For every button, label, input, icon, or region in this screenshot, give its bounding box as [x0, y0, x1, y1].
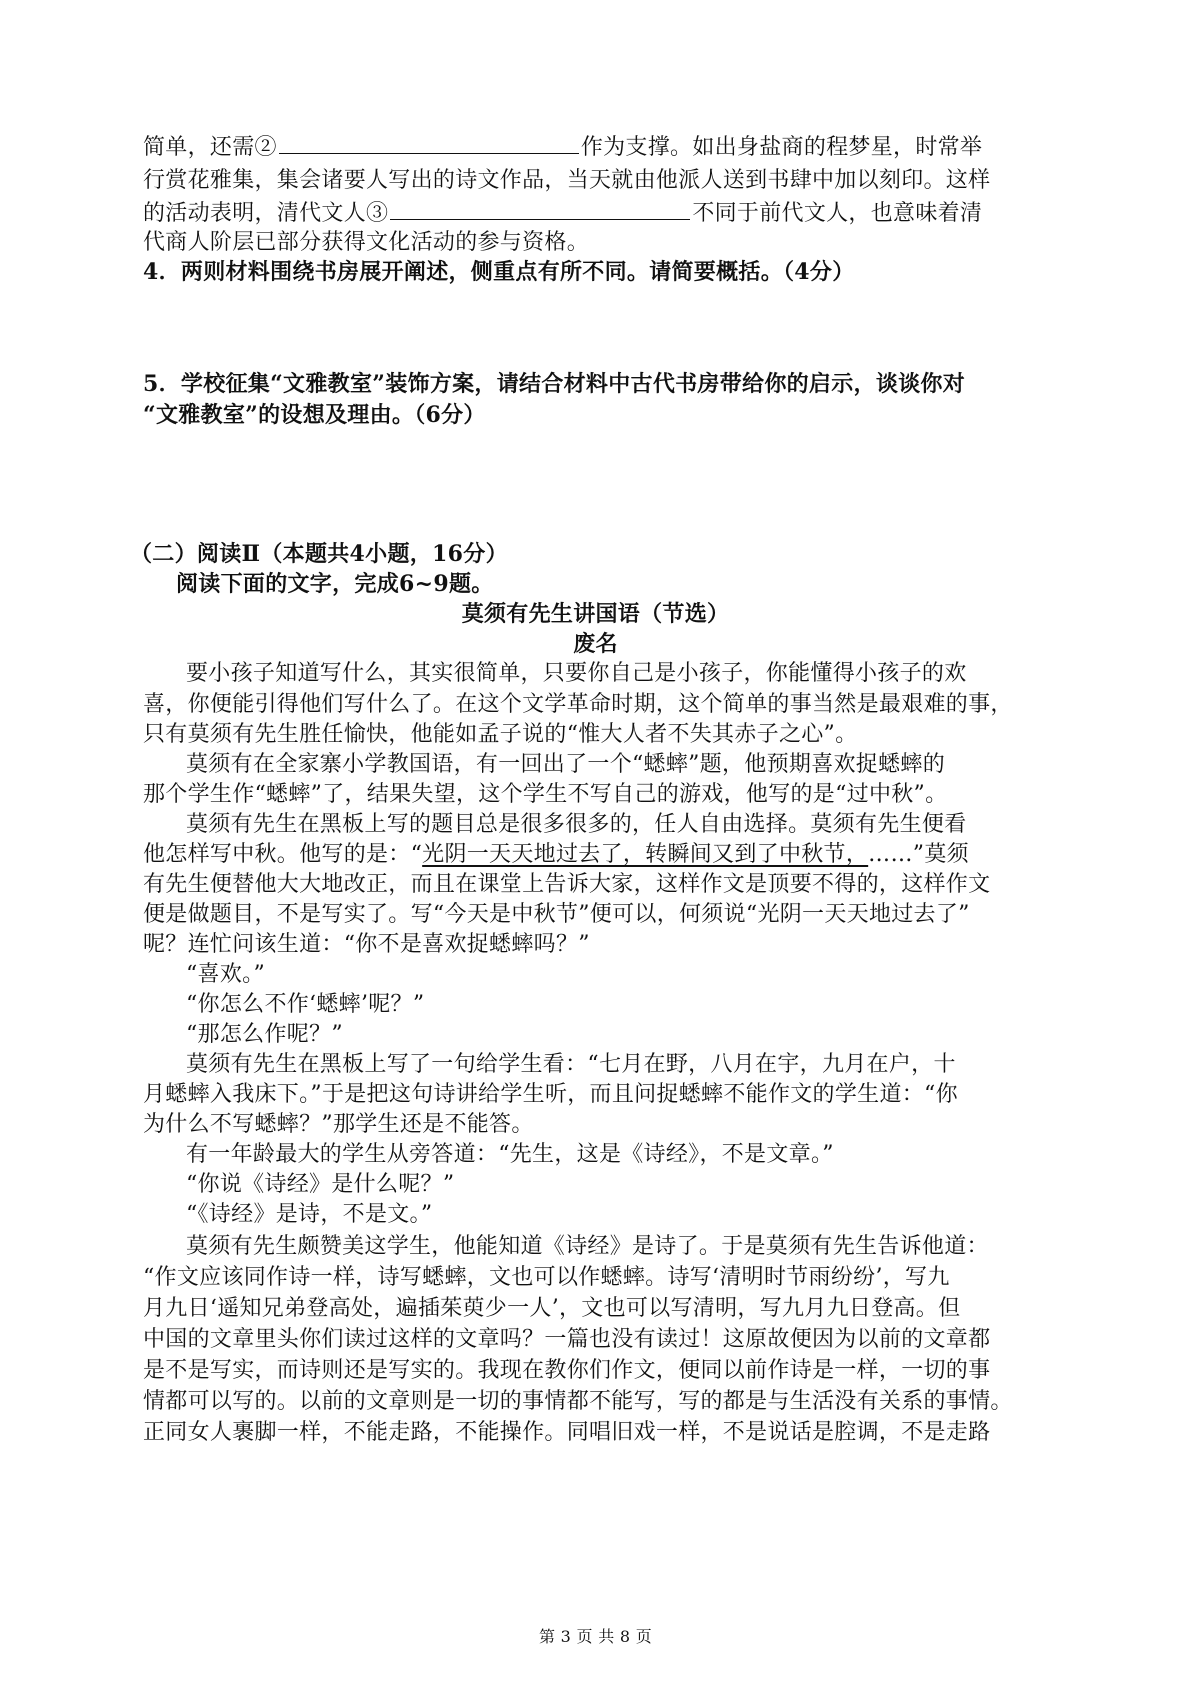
question-5-line-2: “文雅教室”的设想及理由。（6分） — [143, 402, 486, 428]
dialogue-line: “那怎么作呢？” — [186, 1022, 343, 1047]
answer-blank-3[interactable] — [390, 197, 690, 220]
article-line: 呢？连忙问该生道：“你不是喜欢捉蟋蟀吗？” — [143, 932, 590, 957]
question-4: 4．两则材料围绕书房展开阐述，侧重点有所不同。请简要概括。（4分） — [143, 259, 855, 285]
text-segment: 简单，还需② — [143, 135, 277, 160]
article-line: 莫须有在全家寨小学教国语，有一回出了一个“蟋蟀”题，他预期喜欢捉蟋蟀的 — [186, 752, 945, 777]
article-author: 废名 — [573, 631, 618, 657]
article-line: “作文应该同作诗一样，诗写蟋蟀，文也可以作蟋蟀。诗写‘清明时节雨纷纷’，写九 — [143, 1265, 950, 1290]
fill-blank-line-1 — [143, 131, 1063, 163]
article-line: 那个学生作“蟋蟀”了，结果失望，这个学生不写自己的游戏，他写的是“过中秋”。 — [143, 782, 948, 807]
dialogue-line: “你说《诗经》是什么呢？” — [186, 1172, 455, 1197]
fill-blank-line-3 — [143, 197, 1063, 229]
article-line: 中国的文章里头你们读过这样的文章吗？一篇也没有读过！这原故便因为以前的文章都 — [143, 1327, 991, 1352]
text-segment: 不同于前代文人，也意味着清 — [692, 201, 983, 226]
article-line: 莫须有先生在黑板上写了一句给学生看：“七月在野，八月在宇，九月在户，十 — [186, 1052, 956, 1077]
dialogue-line: “喜欢。” — [186, 962, 265, 987]
section-instruction: 阅读下面的文字，完成6~9题。 — [176, 571, 494, 597]
article-line: 月蟋蟀入我床下。”于是把这句诗讲给学生听，而且问捉蟋蟀不能作文的学生道：“你 — [143, 1082, 958, 1107]
article-line-underlined — [143, 840, 1063, 870]
article-line: 莫须有先生颇赞美这学生，他能知道《诗经》是诗了。于是莫须有先生告诉他道： — [186, 1234, 989, 1259]
article-line: 是不是写实，而诗则还是写实的。我现在教你们作文，便同以前作诗是一样，一切的事 — [143, 1358, 991, 1383]
article-title: 莫须有先生讲国语（节选） — [461, 601, 730, 627]
answer-blank-2[interactable] — [279, 131, 579, 154]
text-segment: ……”莫须 — [868, 842, 969, 867]
paragraph-line: 代商人阶层已部分获得文化活动的参与资格。 — [143, 230, 590, 255]
article-line: 便是做题目，不是写实了。写“今天是中秋节”便可以，何须说“光阴一天天地过去了” — [143, 902, 970, 927]
section-heading: （二）阅读Ⅱ（本题共4小题，16分） — [130, 541, 508, 567]
underlined-sentence: 光阴一天天地过去了，转瞬间又到了中秋节， — [422, 842, 869, 867]
dialogue-line: “《诗经》是诗，不是文。” — [186, 1202, 433, 1227]
article-line: 情都可以写的。以前的文章则是一切的事情都不能写，写的都是与生活没有关系的事情。 — [143, 1389, 1013, 1414]
question-5-line-1: 5．学校征集“文雅教室”装饰方案，请结合材料中古代书房带给你的启示，谈谈你对 — [143, 371, 966, 397]
article-line: 有一年龄最大的学生从旁答道：“先生，这是《诗经》，不是文章。” — [186, 1142, 834, 1167]
article-line: 有先生便替他大大地改正，而且在课堂上告诉大家，这样作文是顶要不得的，这样作文 — [143, 872, 991, 897]
text-segment: 作为支撑。如出身盐商的程梦星，时常举 — [580, 135, 983, 160]
article-line: 为什么不写蟋蟀？”那学生还是不能答。 — [143, 1112, 534, 1137]
paragraph-line: 行赏花雅集，集会诸要人写出的诗文作品，当天就由他派人送到书肆中加以刻印。这样 — [143, 168, 991, 193]
text-segment: 的活动表明，清代文人③ — [143, 201, 389, 226]
article-line: 喜，你便能引得他们写什么了。在这个文学革命时期，这个简单的事当然是最艰难的事， — [143, 692, 1013, 717]
dialogue-line: “你怎么不作‘蟋蟀’呢？” — [186, 992, 425, 1017]
article-line: 莫须有先生在黑板上写的题目总是很多很多的，任人自由选择。莫须有先生便看 — [186, 812, 967, 837]
page-number-footer: 第 3 页 共 8 页 — [538, 1627, 653, 1646]
article-line: 只有莫须有先生胜任愉快，他能如孟子说的“惟大人者不失其赤子之心”。 — [143, 722, 858, 747]
article-line: 正同女人裹脚一样，不能走路，不能操作。同唱旧戏一样，不是说话是腔调，不是走路 — [143, 1420, 991, 1445]
article-line: 月九日‘遥知兄弟登高处，遍插茱萸少一人’，文也可以写清明，写九月九日登高。但 — [143, 1296, 961, 1321]
article-line: 要小孩子知道写什么，其实很简单，只要你自己是小孩子，你能懂得小孩子的欢 — [186, 661, 967, 686]
text-segment: 他怎样写中秋。他写的是：“ — [143, 842, 423, 867]
